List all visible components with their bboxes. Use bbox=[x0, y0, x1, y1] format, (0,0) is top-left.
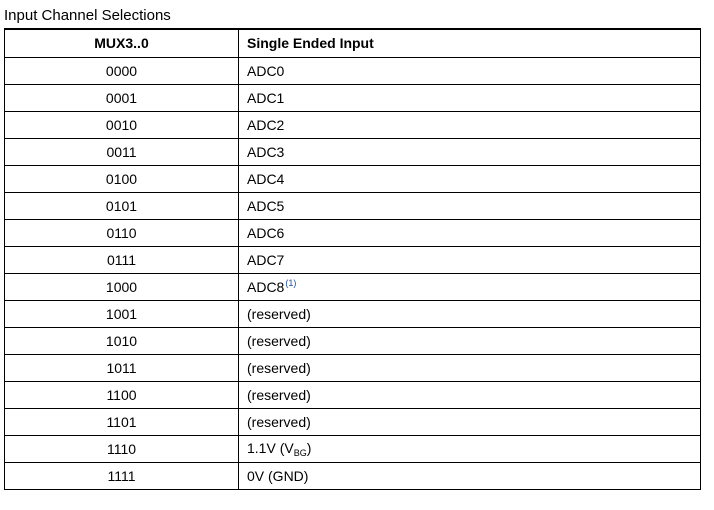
table-row bbox=[5, 246, 701, 273]
mux-cell: 0111 bbox=[5, 246, 239, 273]
subscript-text: BG bbox=[293, 447, 307, 458]
mux-cell: 0001 bbox=[5, 84, 239, 111]
table-row bbox=[5, 219, 701, 246]
table-row bbox=[5, 408, 701, 435]
input-cell: (reserved) bbox=[239, 327, 701, 354]
table-row bbox=[5, 111, 701, 138]
input-cell: (reserved) bbox=[239, 300, 701, 327]
table-row bbox=[5, 435, 701, 462]
header-mux: MUX3..0 bbox=[5, 29, 239, 57]
mux-cell: 0000 bbox=[5, 57, 239, 84]
table-row bbox=[5, 462, 701, 489]
input-cell: (reserved) bbox=[239, 408, 701, 435]
input-suffix: ) bbox=[306, 439, 312, 456]
input-cell: ADC0 bbox=[239, 57, 701, 84]
input-cell: ADC3 bbox=[239, 138, 701, 165]
table-row bbox=[5, 57, 701, 84]
input-cell: (reserved) bbox=[239, 354, 701, 381]
mux-cell: 1011 bbox=[5, 354, 239, 381]
mux-cell: 1110 bbox=[5, 435, 239, 462]
mux-cell: 1100 bbox=[5, 381, 239, 408]
header-row bbox=[5, 29, 701, 57]
mux-cell: 0100 bbox=[5, 165, 239, 192]
table-row bbox=[5, 354, 701, 381]
input-cell bbox=[239, 273, 701, 300]
input-text: ADC8 bbox=[247, 279, 285, 295]
input-cell: ADC1 bbox=[239, 84, 701, 111]
table-row bbox=[5, 165, 701, 192]
mux-cell: 0011 bbox=[5, 138, 239, 165]
input-cell: ADC2 bbox=[239, 111, 701, 138]
table-caption: Input Channel Selections bbox=[4, 7, 171, 24]
table-row bbox=[5, 84, 701, 111]
mux-cell: 1101 bbox=[5, 408, 239, 435]
input-cell: ADC6 bbox=[239, 219, 701, 246]
mux-cell: 1000 bbox=[5, 273, 239, 300]
table-row bbox=[5, 327, 701, 354]
table-row bbox=[5, 300, 701, 327]
header-single-ended-input: Single Ended Input bbox=[239, 29, 701, 57]
mux-cell: 0110 bbox=[5, 219, 239, 246]
input-cell: ADC5 bbox=[239, 192, 701, 219]
input-cell: (reserved) bbox=[239, 381, 701, 408]
table-row bbox=[5, 381, 701, 408]
mux-cell: 0010 bbox=[5, 111, 239, 138]
table-row bbox=[5, 273, 701, 300]
input-cell: ADC4 bbox=[239, 165, 701, 192]
mux-cell: 1010 bbox=[5, 327, 239, 354]
mux-cell: 1111 bbox=[5, 462, 239, 489]
input-cell: ADC7 bbox=[239, 246, 701, 273]
table-row bbox=[5, 192, 701, 219]
input-channel-table bbox=[4, 28, 701, 490]
footnote-ref-link[interactable]: (1) bbox=[285, 278, 297, 288]
input-cell: 0V (GND) bbox=[239, 462, 701, 489]
table-row bbox=[5, 138, 701, 165]
input-text: 1.1V (V bbox=[247, 439, 294, 456]
mux-cell: 1001 bbox=[5, 300, 239, 327]
mux-cell: 0101 bbox=[5, 192, 239, 219]
input-cell bbox=[239, 435, 701, 462]
